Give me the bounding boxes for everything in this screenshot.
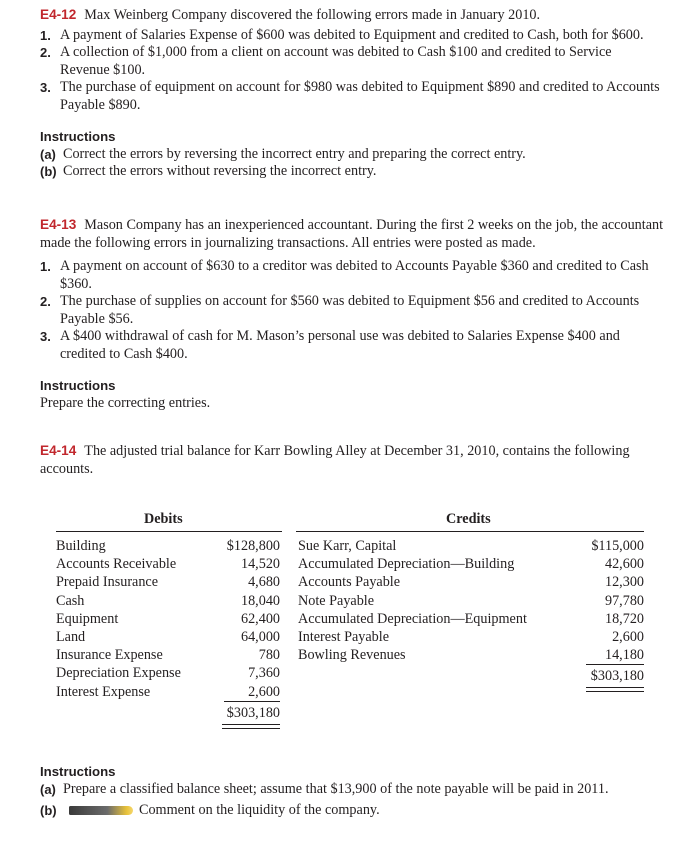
list-item: 3. A $400 withdrawal of cash for M. Mason’s personal use was debited to Salaries Expense $400 and credited to Cash $400. <box>40 328 620 362</box>
debit-amount: 62,400 <box>240 610 280 627</box>
debit-accounts <box>56 537 216 701</box>
debit-account: Equipment <box>56 610 119 627</box>
instruction-a: (a) Correct the errors by reversing the incorrect entry and preparing the correct entry. <box>40 145 526 162</box>
error-list <box>40 27 664 115</box>
instructions-heading: Instructions <box>40 129 116 144</box>
credits-total: $303,180 <box>590 668 644 684</box>
instruction-b: (b) Correct the errors without reversing the incorrect entry. <box>40 163 377 179</box>
debit-amount: 7,360 <box>248 665 280 682</box>
debit-amounts <box>212 537 280 701</box>
debit-account: Prepaid Insurance <box>56 574 159 591</box>
credit-amounts <box>576 537 644 664</box>
exercise-intro: Max Weinberg Company discovered the following errors made in January 2010. <box>84 7 541 23</box>
debits-header: Debits <box>144 511 183 527</box>
instructions-heading: Instructions <box>40 378 116 393</box>
debit-amount: 64,000 <box>240 628 280 645</box>
credit-amount: 97,780 <box>604 592 644 609</box>
credit-account: Accumulated Depreciation—Building <box>298 556 515 573</box>
credit-amount: $115,000 <box>591 538 644 554</box>
exercise-id: E4-13 <box>40 217 77 232</box>
credit-accounts <box>298 537 588 664</box>
debit-amount: 2,600 <box>248 683 280 700</box>
credit-amount: 2,600 <box>612 628 644 645</box>
list-item: 2. The purchase of supplies on account for $560 was debited to Equipment $56 and credited to Accounts Payable $56. <box>40 293 640 327</box>
debit-account: Land <box>56 628 86 645</box>
debits-total: $303,180 <box>226 705 280 721</box>
debits-total-double-rule <box>222 724 280 729</box>
list-item: 3. The purchase of equipment on account for $980 was debited to Equipment $890 and credited to Accounts Payable $890. <box>40 79 660 113</box>
credit-amount: 14,180 <box>604 647 644 664</box>
debit-amount: 14,520 <box>240 556 280 573</box>
credit-account: Sue Karr, Capital <box>298 538 397 554</box>
debit-amount: 780 <box>258 647 280 664</box>
exercise-e4-12-heading <box>40 6 664 25</box>
credits-total-double-rule <box>586 687 644 692</box>
exercise-id: E4-12 <box>40 7 77 22</box>
exercise-e4-13-heading <box>40 216 664 252</box>
debit-amount: $128,800 <box>226 538 280 554</box>
debits-subtotal-rule <box>224 701 280 702</box>
exercise-e4-14-instructions <box>40 763 664 820</box>
debit-account: Building <box>56 538 106 554</box>
exercise-intro: Mason Company has an inexperienced accountant. During the first 2 weeks on the job, the accountant made the following errors in journalizing transactions. All entries were posted as made. <box>40 217 664 251</box>
credit-account: Accounts Payable <box>298 574 401 591</box>
debit-account: Accounts Receivable <box>56 556 177 573</box>
exercise-e4-12 <box>40 6 664 181</box>
instructions-heading: Instructions <box>40 764 116 779</box>
credit-amount: 18,720 <box>604 610 644 627</box>
exercise-e4-13 <box>40 216 664 412</box>
debit-account: Cash <box>56 592 85 609</box>
credits-header: Credits <box>446 511 491 527</box>
trial-balance <box>56 511 644 726</box>
debit-account: Depreciation Expense <box>56 665 181 682</box>
debit-amount: 4,680 <box>248 574 280 591</box>
credit-account: Note Payable <box>298 592 375 609</box>
credit-amount: 12,300 <box>604 574 644 591</box>
exercise-e4-14 <box>40 442 664 478</box>
debit-account: Interest Expense <box>56 683 151 700</box>
credit-amount: 42,600 <box>604 556 644 573</box>
list-item: 2. A collection of $1,000 from a client on account was debited to Cash $100 and credited to Service Revenue $100. <box>40 44 612 78</box>
credit-account: Accumulated Depreciation—Equipment <box>298 610 527 627</box>
credits-header-rule <box>296 531 644 532</box>
debit-account: Insurance Expense <box>56 647 163 664</box>
debits-header-rule <box>56 531 282 532</box>
instruction-a: (a) Prepare a classified balance sheet; assume that $13,900 of the note payable will be paid in 2011. <box>40 780 609 797</box>
credit-account: Interest Payable <box>298 628 389 645</box>
highlighter-marker-icon <box>69 806 133 815</box>
exercise-intro: The adjusted trial balance for Karr Bowling Alley at December 31, 2010, contains the following accounts. <box>40 443 630 477</box>
instruction-b: (b) Comment on the liquidity of the company. <box>40 802 380 818</box>
error-list <box>40 258 664 363</box>
list-item: 1. A payment on account of $630 to a creditor was debited to Accounts Payable $360 and credited to Cash $360. <box>40 258 649 292</box>
credits-subtotal-rule <box>586 664 644 665</box>
credit-account: Bowling Revenues <box>298 647 406 664</box>
list-item: 1. A payment of Salaries Expense of $600 was debited to Equipment and credited to Cash, both for $600. <box>40 26 644 43</box>
exercise-id: E4-14 <box>40 443 77 458</box>
instruction-text: Prepare the correcting entries. <box>40 394 211 411</box>
exercise-e4-14-heading <box>40 442 664 478</box>
debit-amount: 18,040 <box>240 592 280 609</box>
